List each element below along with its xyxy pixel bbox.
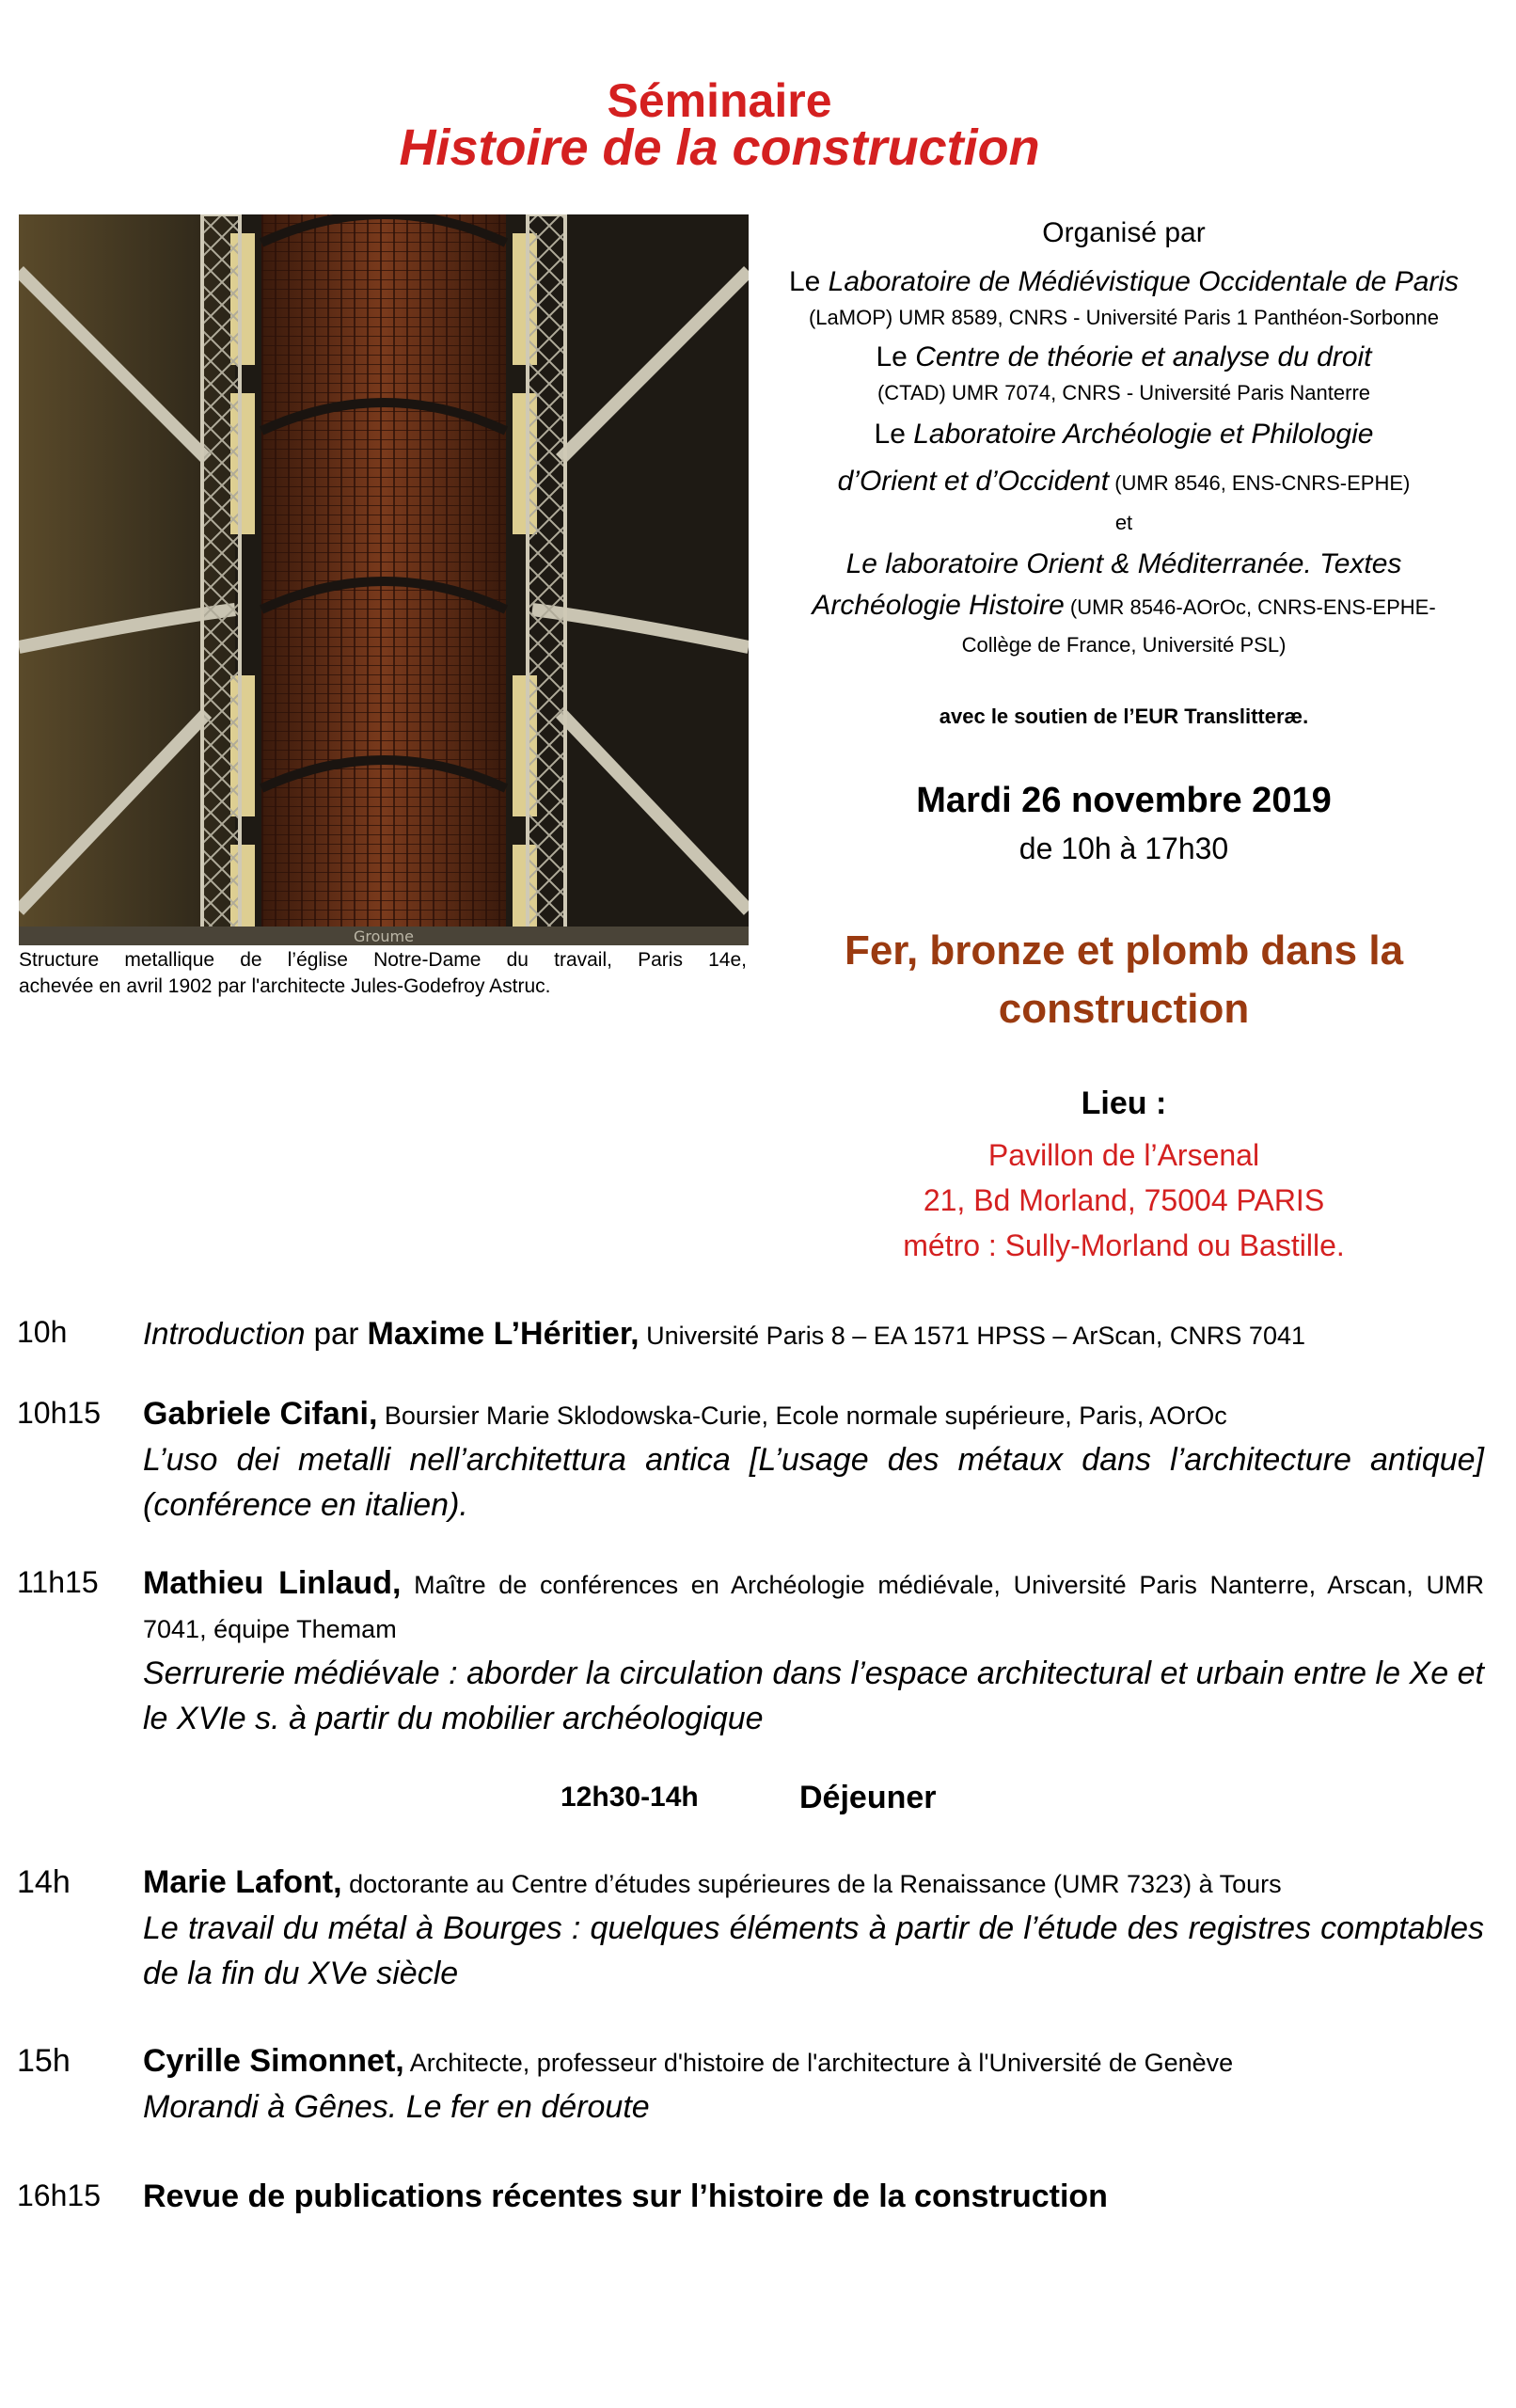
and-text: et	[1114, 511, 1133, 534]
session-4-time: 14h	[17, 1864, 71, 1900]
session-3-time: 11h15	[17, 1565, 99, 1599]
seminar-subtitle: Histoire de la construction	[399, 119, 1040, 176]
session-5: Cyrille Simonnet, Architecte, professeur d'histoire de l'architecture à l'Université de Genève Morandi à Gênes. Le fer en déroute	[143, 2043, 1234, 2125]
caption-line-2: achevée en avril 1902 par l'architecte Jules-Godefroy Astruc.	[19, 975, 551, 997]
session-2-time: 10h15	[17, 1396, 101, 1430]
organizer-3: Le Laboratoire Archéologie et Philologie	[874, 419, 1374, 450]
event-date: Mardi 26 novembre 2019	[916, 781, 1332, 820]
support-text: avec le soutien de l’EUR Translitteræ.	[939, 705, 1309, 728]
organizer-2: Le Centre de théorie et analyse du droit	[876, 341, 1372, 372]
event-topic: Fer, bronze et plomb dans la construction	[844, 927, 1404, 1032]
venue-address: 21, Bd Morland, 75004 PARIS	[923, 1183, 1325, 1217]
event-time: de 10h à 17h30	[1019, 832, 1229, 865]
photo-watermark: Groume	[354, 927, 414, 945]
lunch-label: Déjeuner	[799, 1780, 937, 1815]
organizer-4-cont: Archéologie Histoire (UMR 8546-AOrOc, CNRS-ENS-EPHE-	[812, 590, 1436, 621]
session-6-time: 16h15	[17, 2178, 101, 2212]
session-1-time: 10h	[17, 1315, 68, 1349]
session-5-time: 15h	[17, 2043, 71, 2079]
organizer-1: Le Laboratoire de Médiévistique Occidentale de Paris	[788, 266, 1460, 297]
session-6: Revue de publications récentes sur l’histoire de la construction	[143, 2178, 1108, 2214]
session-3: Mathieu Linlaud, Maître de conférences en Archéologie médiévale, Université Paris Nanterre, Arscan, UMR 7041, équipe Themam Serrurerie médiévale : aborder la circulation dans l’espace architectural et urbain entre le Xe et le XVIe s. à partir du mobilier archéologique	[143, 1565, 1484, 1736]
seminar-title: Séminaire	[607, 74, 832, 127]
church-ceiling-photo	[19, 214, 749, 945]
lunch-time: 12h30-14h	[561, 1782, 699, 1813]
venue-metro: métro : Sully-Morland ou Bastille.	[903, 1228, 1345, 1262]
venue-name: Pavillon de l’Arsenal	[987, 1138, 1260, 1172]
caption-line-1: Structure metallique de l’église Notre-Dame du travail, Paris 14e,	[19, 949, 747, 971]
session-1: Introduction par Maxime L’Héritier, Université Paris 8 – EA 1571 HPSS – ArScan, CNRS 7041	[143, 1316, 1305, 1352]
organized-by: Organisé par	[1042, 217, 1206, 248]
session-2: Gabriele Cifani, Boursier Marie Sklodowska-Curie, Ecole normale supérieure, Paris, AOrOc L’uso dei metalli nell’architettura antica [L’usage des métaux dans l’architecture antique] (conférence en italien).	[143, 1396, 1484, 1523]
organizer-4: Le laboratoire Orient & Méditerranée. Textes	[845, 548, 1402, 579]
organizer-4-detail: Collège de France, Université PSL)	[961, 633, 1287, 657]
photo-caption	[19, 947, 747, 1000]
venue-label: Lieu :	[1081, 1085, 1167, 1121]
organizer-2-detail: (CTAD) UMR 7074, CNRS - Université Paris Nanterre	[876, 381, 1371, 404]
organizer-3-cont: d’Orient et d’Occident (UMR 8546, ENS-CNRS-EPHE)	[837, 466, 1411, 497]
session-4: Marie Lafont, doctorante au Centre d’études supérieures de la Renaissance (UMR 7323) à Tours Le travail du métal à Bourges : quelques éléments à partir de l’étude des registres comptables de la fin du XVe siècle	[143, 1864, 1484, 1991]
organizer-1-detail: (LaMOP) UMR 8589, CNRS - Université Paris 1 Panthéon-Sorbonne	[808, 306, 1440, 329]
